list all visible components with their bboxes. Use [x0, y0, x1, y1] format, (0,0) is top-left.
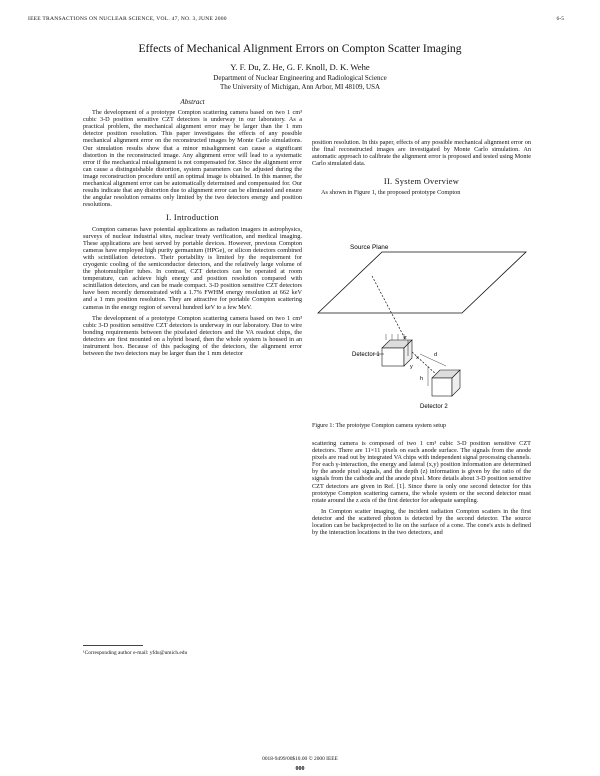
right-column-bottom [312, 440, 531, 536]
axis-y-label: y [410, 364, 413, 370]
detector-2-shape [432, 370, 460, 396]
authors: Y. F. Du, Z. He, G. F. Knoll, D. K. Wehe [230, 62, 370, 72]
page-number: 000 [295, 766, 305, 772]
overview-lead: As shown in Figure 1, the proposed prototype Compton [321, 189, 461, 197]
journal-header: IEEE TRANSACTIONS ON NUCLEAR SCIENCE, VOL. 47, NO. 3, JUNE 2000 [28, 16, 227, 22]
source-plane-label: Source Plane [350, 244, 389, 251]
overview-paragraph-3: In Compton scatter imaging, the incident radiation Compton scatters in the first detector and the scattered photon is detected by the second detector. The source location can be backprojected to lie on the surface of a cone. The cone's axis is defined by the interaction locations in the two detectors, and [312, 507, 531, 537]
affiliation [0, 74, 600, 92]
figure-1 [312, 236, 531, 416]
footnote: ¹Corresponding author e-mail: yfdu@umich.edu [83, 650, 188, 656]
detector-1-shape [382, 334, 412, 366]
page-ref: 6-5 [556, 16, 564, 22]
dimension-h-label: h [420, 376, 424, 382]
figure-1-caption: Figure 1: The prototype Compton camera system setup [312, 423, 447, 429]
detector-2-label: Detector 2 [420, 404, 448, 410]
source-plane-shape [318, 252, 526, 313]
intro-paragraph-2-continued: position resolution. In this paper, effects of any possible mechanical alignment error on the final reconstructed images are investigated by Monte Carlo simulation. An automatic approach to calibrate the alignment error is proposed and tested using Monte Carlo simulated data. [312, 139, 531, 168]
overview-heading: II. System Overview [383, 177, 460, 187]
right-column-top [312, 139, 531, 197]
intro-paragraph-1: Compton cameras have potential applications as radiation imagers in astrophysics, surveys of nuclear industrial sites, nuclear treaty verification, and medical imaging. These applications are best served by portable devices. However, previous Compton cameras have employed high purity germanium (HPGe), or silicon detectors combined with scintillation detectors. Their portability is limited by the requirement for cryogenic cooling of the semiconductor detectors, and the relatively large volume of the photomultiplier tubes. In contrast, CZT detectors can be operated at room temperature, can achieve high energy and position resolution compared with scintillation detectors, and can be made compact. 3-D position sensitive CZT detectors have been recently demonstrated with a 1.7% FWHM energy resolution at 662 keV and a 1 mm position resolution. They are attractive for portable Compton scattering cameras in the energy region of several hundred keV to a few MeV. [83, 225, 302, 311]
affiliation-univ: The University of Michigan, Ann Arbor, MI 48109, USA [219, 83, 381, 91]
issn-line: 0018-9499/00$10.00 © 2000 IEEE [262, 756, 338, 762]
axis-x-label: x [416, 355, 419, 361]
dimension-d-line [420, 354, 446, 366]
detector-1-label: Detector 1 [352, 352, 380, 358]
left-column [83, 99, 302, 357]
paper-title: Effects of Mechanical Alignment Errors on Compton Scatter Imaging [138, 42, 462, 55]
footnote-rule [83, 645, 143, 646]
intro-heading: I. Introduction [166, 213, 219, 223]
affiliation-dept: Department of Nuclear Engineering and Radiological Science [213, 74, 387, 82]
abstract-heading: Abstract [180, 98, 205, 106]
axis-z-label: z [404, 335, 407, 341]
overview-paragraph-2: scattering camera is composed of two 1 cm³ cubic 3-D position sensitive CZT detectors. There are 11×11 pixels on each anode surface. The signals from the anode pixels are read out by integrated VA chips with independent signal processing channels. For each γ-interaction, the energy and lateral (x,y) position information are determined by the anode pixel signals, and the depth (z) information is given by the ratio of the signals from the cathode and the anode pixel. More details about 3-D position sensitive CZT detectors are given in Ref. [1]. Since there is only one second detector for this prototype Compton scattering camera, the whole system or the second detector must rotate around the z axis of the first detector for adequate sampling. [312, 440, 531, 504]
intro-paragraph-2: The development of a prototype Compton scattering camera based on two 1 cm³ cubic 3-D position sensitive CZT detectors is underway in our laboratory. Due to wire bonding requirements between the pixelated detectors and the VA readout chips, the detectors are first mounted on a hybrid board, then the whole system is housed in an instrument box. Because of this packaging of the detectors, the alignment error between the two detectors may be larger than the 1 mm detector [83, 314, 302, 358]
abstract-text: The development of a prototype Compton scattering camera based on two 1 cm³ cubic 3-D position sensitive CZT detectors is underway in our laboratory. As a practical problem, the mechanical alignment error may be larger than the 1 mm detector position resolution. This paper investigates the effects of any possible mechanical alignment error on the reconstructed images by Monte Carlo simulations. Our simulation results show that a minor misalignment can cause a significant distortion in the reconstructed image. Any alignment error will lead to a systematic error if the mechanical misalignment is not compensated for. Since the alignment error can cause a distinguishable distortion, system parameters can be adjusted during the image reconstruction procedure until an optimal image is obtained. In this manner, the mechanical alignment error can be automatically determined and compensated for. Our results indicate that any distortion due to alignment error can be eliminated and ensure the angular resolution remains only limited by the two detectors energy and position resolutions. [83, 109, 302, 209]
dimension-d-label: d [434, 352, 438, 358]
